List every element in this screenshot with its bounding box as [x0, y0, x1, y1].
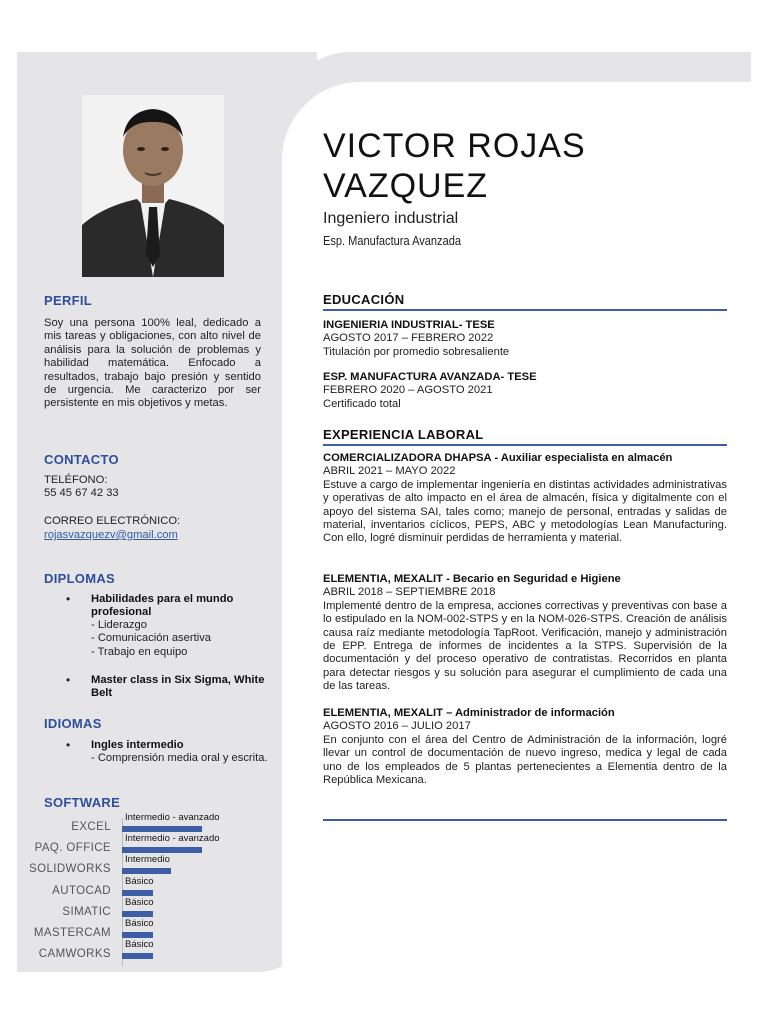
entry-dates: ABRIL 2021 – MAYO 2022: [323, 465, 456, 478]
software-level-label: Intermedio - avanzado: [125, 833, 220, 845]
entry-dates: AGOSTO 2016 – JULIO 2017: [323, 720, 471, 733]
software-level-bar: [122, 911, 153, 917]
closing-rule: [323, 819, 727, 821]
entry-title: COMERCIALIZADORA DHAPSA - Auxiliar especialista en almacén: [323, 452, 673, 464]
experience-entry: [323, 452, 727, 546]
email-label: CORREO ELECTRÓNICO:: [44, 515, 181, 527]
education-rule: [323, 309, 727, 311]
diploma-title: Habilidades para el mundo profesional: [91, 593, 234, 618]
experience-entry: [323, 707, 727, 787]
entry-title: ELEMENTIA, MEXALIT - Becario en Seguridad e Higiene: [323, 573, 621, 585]
phone-label: TELÉFONO:: [44, 474, 108, 486]
diplomas-heading: DIPLOMAS: [44, 571, 116, 586]
software-name: CAMWORKS: [38, 948, 111, 961]
software-level-bar: [122, 868, 171, 874]
entry-note: Certificado total: [323, 397, 401, 410]
language-title: Ingles intermedio: [91, 739, 184, 751]
software-level-bar: [122, 890, 153, 896]
software-level-bar: [122, 953, 153, 959]
education-entry: [323, 319, 727, 359]
job-title: Ingeniero industrial: [323, 210, 459, 227]
software-name: SOLIDWORKS: [29, 863, 111, 876]
software-name: AUTOCAD: [52, 884, 111, 897]
education-entry: [323, 371, 727, 411]
entry-title: ESP. MANUFACTURA AVANZADA- TESE: [323, 371, 537, 383]
software-level-label: Básico: [125, 875, 154, 887]
software-name: PAQ. OFFICE: [34, 842, 111, 855]
software-row: [20, 939, 270, 965]
entry-note: Titulación por promedio sobresaliente: [323, 345, 510, 358]
profile-heading: PERFIL: [44, 293, 93, 308]
education-heading: EDUCACIÓN: [323, 292, 405, 307]
specialty: Esp. Manufactura Avanzada: [323, 233, 462, 248]
software-level-label: Intermedio - avanzado: [125, 812, 220, 823]
entry-title: ELEMENTIA, MEXALIT – Administrador de información: [323, 707, 615, 719]
full-name: [323, 126, 586, 206]
language-sub: - Comprensión media oral y escrita.: [91, 752, 268, 764]
profile-text: Soy una persona 100% leal, dedicado a mis tareas y obligaciones, con alto nivel de análisis para la solución de problemas y habilidad matemática. Enfocado a resultados, trabajo bajo presión y sentido de urgencia. Me caracterizo por ser persistente en mis objetivos y metas.: [44, 317, 261, 410]
diploma-sub: - Trabajo en equipo: [91, 646, 188, 658]
software-level-label: Básico: [125, 896, 154, 908]
software-level-label: Básico: [125, 939, 154, 951]
software-level-label: Básico: [125, 918, 154, 929]
experience-heading: EXPERIENCIA LABORAL: [323, 427, 484, 442]
entry-description: Implementé dentro de la empresa, acciones correctivas y preventivas con base a lo estipulado en la NOM-002-STPS y en la NOM-026-STPS. Creación de análisis causa raíz mediante metodología TapRoot. Verificación, manejo y administración de EPP. Entrega de informes de incidentes a la STPS. Supervisión de la documentación y del proceso operativo de contratistas. Recorridos en planta para detectar riesgos y su solución para asegurar el cumplimiento de cada una de las tareas.: [323, 599, 727, 693]
software-name: MASTERCAM: [33, 927, 111, 939]
software-name: EXCEL: [71, 821, 111, 833]
bullet-icon: •: [66, 673, 71, 687]
entry-dates: FEBRERO 2020 – AGOSTO 2021: [323, 384, 493, 397]
diploma-title: Master class in Six Sigma, White Belt: [91, 674, 265, 699]
entry-description: En conjunto con el área del Centro de Administración de la información, logré llevar un control de documentación de nuevo ingreso, medica y legal de cada uno de los empleados de 5 plantas pertenecientes a Elementia dentro de la República Mexicana.: [323, 733, 727, 787]
contact-heading: CONTACTO: [44, 452, 119, 467]
name-line-1: VICTOR ROJAS: [323, 127, 586, 165]
entry-title: INGENIERIA INDUSTRIAL- TESE: [323, 319, 495, 331]
entry-dates: ABRIL 2018 – SEPTIEMBRE 2018: [323, 586, 496, 599]
email-link[interactable]: rojasvazquezv@gmail.com: [44, 529, 178, 541]
name-line-2: VAZQUEZ: [323, 167, 489, 205]
entry-dates: AGOSTO 2017 – FEBRERO 2022: [323, 332, 494, 345]
diploma-sub: - Comunicación asertiva: [91, 632, 212, 644]
software-level-bar: [122, 826, 202, 832]
experience-rule: [323, 444, 727, 446]
entry-description: Estuve a cargo de implementar ingeniería en distintas actividades administrativas y operativas de alto impacto en el área de almacén, física y digitalmente con el apoyo del sistema SAI, tales como; manejo de personal, entradas y salidas de material, inventarios cíclicos, PEPS, ABC y metodologías Lean Manufacturing. Con ello, logré disminuir perdidas de herramienta y material.: [323, 478, 727, 545]
phone-number: 55 45 67 42 33: [44, 487, 119, 499]
software-level-bar: [122, 932, 153, 938]
experience-entry: [323, 573, 727, 694]
bullet-icon: •: [66, 738, 71, 752]
software-level-bar: [122, 847, 202, 853]
software-name: SIMATIC: [62, 905, 111, 918]
bullet-icon: •: [66, 592, 71, 606]
diploma-sub: - Liderazgo: [91, 619, 147, 631]
profile-photo: [82, 95, 224, 277]
languages-heading: IDIOMAS: [44, 716, 102, 731]
software-heading: SOFTWARE: [44, 795, 121, 810]
software-level-label: Intermedio: [125, 854, 170, 866]
